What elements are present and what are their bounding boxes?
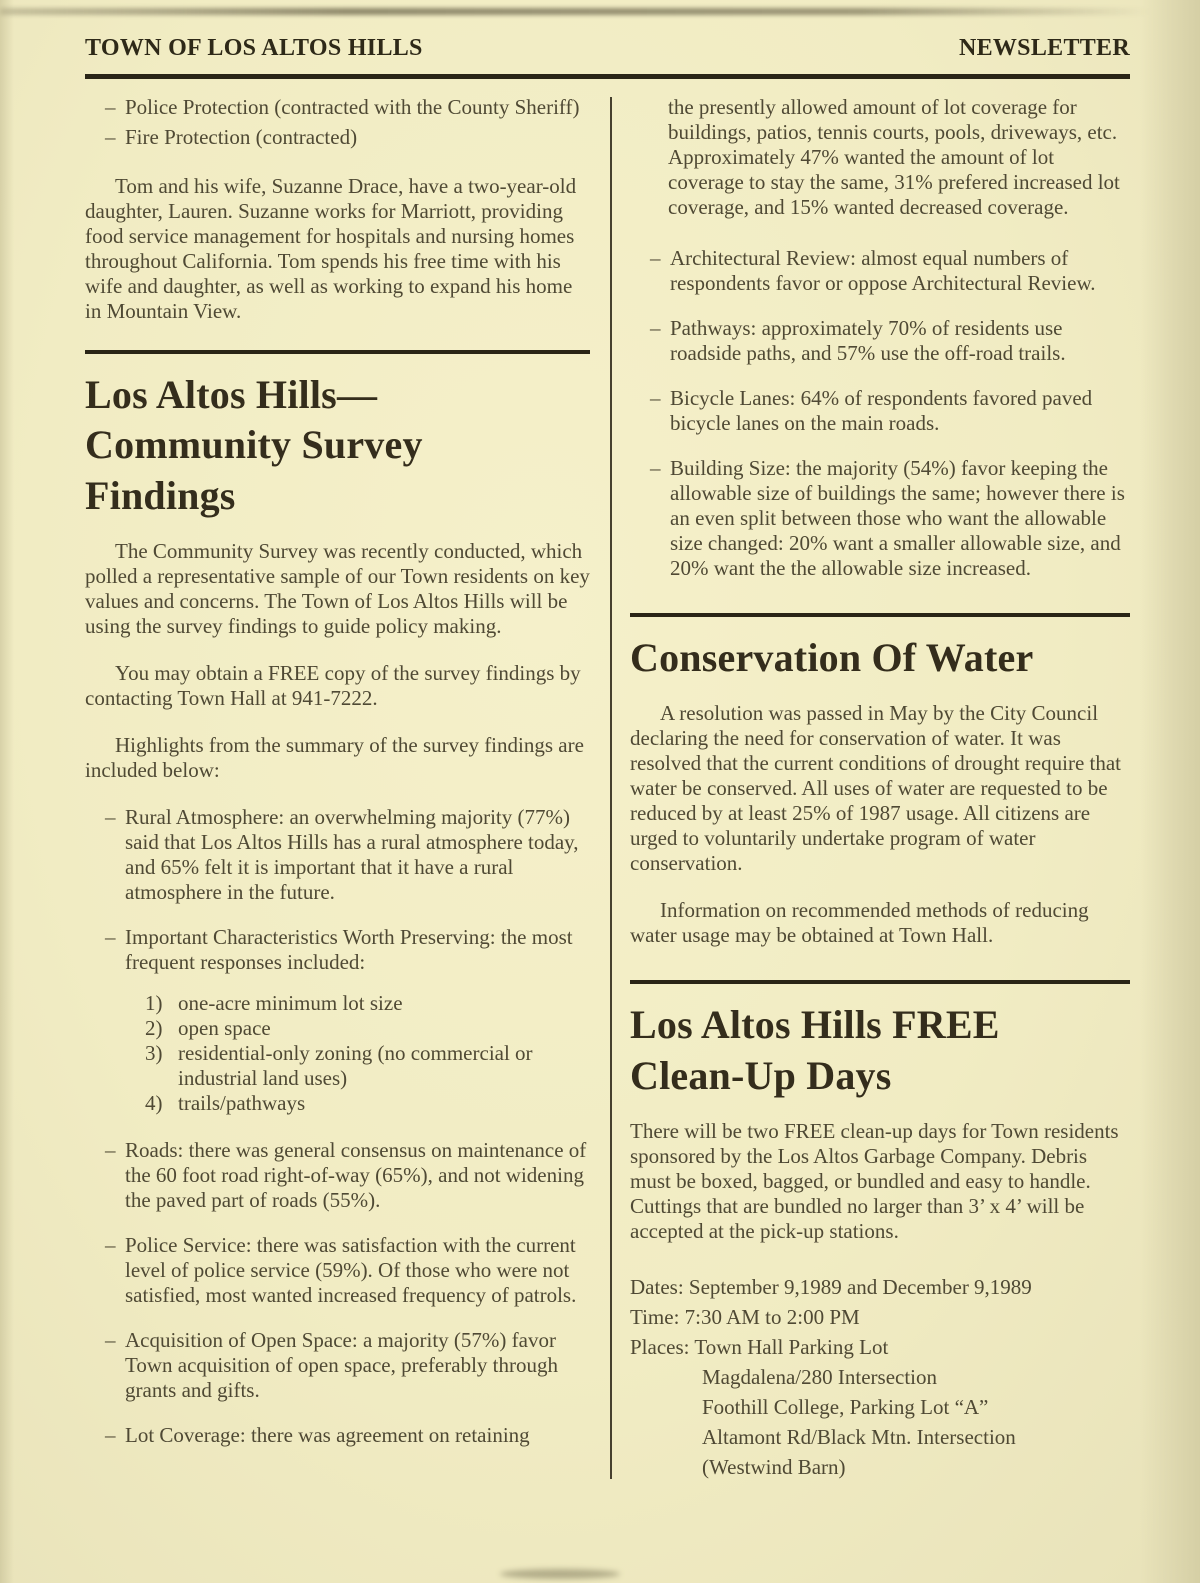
bullet-lot-coverage xyxy=(85,1423,590,1448)
bullet-text: Pathways: approximately 70% of residents use roadside paths, and 57% use the off-road trails. xyxy=(670,316,1066,365)
heading-line: Community Survey xyxy=(85,422,423,468)
bullet-text: Important Characteristics Worth Preserving: the most frequent responses included: xyxy=(125,925,573,975)
cleanup-details xyxy=(630,1272,1130,1482)
bullet-dash: – xyxy=(650,456,661,480)
item-number: 1) xyxy=(145,991,163,1016)
heading-line: Los Altos Hills— xyxy=(85,372,378,417)
bullet-police-protection xyxy=(85,95,590,120)
detail-dates xyxy=(630,1272,1130,1302)
masthead-newsletter-label: NEWSLETTER xyxy=(958,35,1130,61)
preserving-numbered-list xyxy=(145,991,590,1116)
item-text: one-acre minimum lot size xyxy=(178,991,403,1016)
time-label: Time: xyxy=(630,1305,680,1330)
bullet-roads xyxy=(85,1138,590,1213)
scan-artifact-left-edge xyxy=(0,0,14,1583)
place-item: Magdalena/280 Intersection xyxy=(702,1365,937,1390)
numbered-item xyxy=(145,1041,590,1091)
paragraph-tom-family: Tom and his wife, Suzanne Drace, have a two-year-old daughter, Lauren. Suzanne works for Marriott, providing food service management for hospitals and nursing homes throughout California. Tom spends his free time with his wife and daughter, as well as working to expand his home in Mountain View. xyxy=(85,174,577,323)
scan-artifact-top xyxy=(0,8,1150,15)
continuation-text-1: the presently allowed amount of lot coverage for buildings, patios, tennis courts, pools, driveways, etc. xyxy=(668,95,1118,144)
bullet-text: Fire Protection (contracted) xyxy=(125,125,358,149)
item-number: 3) xyxy=(145,1041,163,1066)
place-item: Foothill College, Parking Lot “A” xyxy=(702,1395,989,1420)
place-item: Town Hall Parking Lot xyxy=(694,1335,889,1360)
bullet-text: Architectural Review: almost equal numbers of respondents favor or oppose Architectural Review. xyxy=(670,246,1096,295)
item-text: trails/pathways xyxy=(178,1091,306,1116)
paragraph-water-resolution: A resolution was passed in May by the City Council declaring the need for conservation of water. It was resolved that the current conditions of drought require that water be conserved. All uses of water are requested to be reduced by at least 25% of 1987 usage. All citizens are urged to voluntarily undertake program of water conservation. xyxy=(630,701,1122,876)
bullet-bicycle-lanes xyxy=(630,386,1130,436)
bullet-open-space xyxy=(85,1328,590,1403)
bullet-dash: – xyxy=(105,1423,116,1448)
item-text: residential-only zoning (no commercial or industrial land uses) xyxy=(178,1041,533,1091)
paragraph-water-info: Information on recommended methods of reducing water usage may be obtained at Town Hall. xyxy=(630,898,1089,948)
heading-line: Los Altos Hills FREE xyxy=(630,1002,1000,1048)
bullet-dash: – xyxy=(105,1328,116,1353)
heading-line: Clean-Up Days xyxy=(630,1052,892,1098)
cleanup-days-heading xyxy=(630,1000,1130,1101)
bullet-text: Police Protection (contracted with the County Sheriff) xyxy=(125,95,580,119)
two-column-layout xyxy=(85,95,1130,1482)
bullet-text: Acquisition of Open Space: a majority (57%) favor Town acquisition of open space, preferably through grants and gifts. xyxy=(125,1328,558,1403)
bullet-important-characteristics xyxy=(85,925,590,975)
numbered-item xyxy=(145,1016,590,1041)
bullet-rural-atmosphere xyxy=(85,805,590,905)
bullet-text: Building Size: the majority (54%) favor keeping the allowable size of buildings the same; however there is an even split between those who want the allowable size changed: 20% want a smaller allowable size, and 20% want the the allowable size increased. xyxy=(670,456,1125,580)
heading-line: Findings xyxy=(85,472,236,518)
place-item: (Westwind Barn) xyxy=(702,1455,846,1480)
masthead-rule xyxy=(85,74,1130,79)
numbered-item xyxy=(145,991,590,1016)
continuation-text-2: Approximately 47% wanted the amount of lot coverage to stay the same, 31% prefered increased lot coverage, and 15% wanted decreased coverage. xyxy=(668,145,1120,219)
detail-time xyxy=(630,1302,1130,1332)
bullet-police-service xyxy=(85,1233,590,1308)
detail-places xyxy=(630,1332,1130,1362)
time-value: 7:30 AM to 2:00 PM xyxy=(684,1305,860,1330)
scan-artifact-right-edge xyxy=(1140,0,1200,1583)
bullet-fire-protection xyxy=(85,125,590,150)
bullet-dash: – xyxy=(105,1233,116,1258)
section-rule xyxy=(630,613,1130,617)
item-text: open space xyxy=(178,1016,271,1041)
bullet-dash: – xyxy=(105,1138,116,1163)
bullet-dash: – xyxy=(650,316,661,340)
survey-findings-heading xyxy=(85,370,590,521)
bullet-dash: – xyxy=(105,125,116,149)
bullet-dash: – xyxy=(650,246,661,270)
bullet-text: Bicycle Lanes: 64% of respondents favored paved bicycle lanes on the main roads. xyxy=(670,386,1093,435)
section-rule xyxy=(630,980,1130,984)
bullet-dash: – xyxy=(105,95,116,119)
bullet-dash: – xyxy=(650,386,661,410)
paragraph-free-copy: You may obtain a FREE copy of the survey findings by contacting Town Hall at 941-7222. xyxy=(85,661,581,711)
item-number: 2) xyxy=(145,1016,163,1041)
bullet-dash: – xyxy=(105,925,116,950)
dates-label: Dates: xyxy=(630,1275,684,1300)
bullet-text: Rural Atmosphere: an overwhelming majority (77%) said that Los Altos Hills has a rural atmosphere today, and 65% felt it is important that it have a rural atmosphere in the future. xyxy=(125,805,579,905)
bullet-architectural-review xyxy=(630,246,1130,296)
lot-coverage-continuation xyxy=(630,95,1130,220)
masthead xyxy=(85,36,1130,60)
bullet-dash: – xyxy=(105,805,116,830)
masthead-town-title: TOWN OF LOS ALTOS HILLS xyxy=(85,35,423,61)
places-label: Places: xyxy=(630,1335,690,1360)
services-bullet-list xyxy=(85,95,590,150)
scan-artifact-smudge xyxy=(500,1569,620,1579)
bullet-text: Lot Coverage: there was agreement on retaining xyxy=(125,1423,530,1448)
left-column xyxy=(85,95,590,1482)
paragraph-cleanup-intro: There will be two FREE clean-up days for Town residents sponsored by the Los Altos Garbage Company. Debris must be boxed, bagged, or bundled and easy to handle. Cuttings that are bundled no larger than 3’ x 4’ will be accepted at the pick-up stations. xyxy=(630,1119,1119,1244)
paragraph-highlights-intro: Highlights from the summary of the survey findings are included below: xyxy=(85,733,584,783)
bullet-building-size xyxy=(630,456,1130,581)
water-conservation-heading: Conservation Of Water xyxy=(630,635,1034,680)
bullet-pathways xyxy=(630,316,1130,366)
column-divider xyxy=(610,97,612,1479)
item-number: 4) xyxy=(145,1091,163,1116)
section-rule xyxy=(85,350,590,354)
paragraph-survey-intro: The Community Survey was recently conducted, which polled a representative sample of our Town residents on key values and concerns. The Town of Los Altos Hills will be using the survey findings to guide policy making. xyxy=(85,539,590,639)
bullet-text: Police Service: there was satisfaction with the current level of police service (59%). Of those who were not satisfied, most wanted increased frequency of patrols. xyxy=(125,1233,577,1308)
right-column xyxy=(630,95,1130,1482)
place-item: Altamont Rd/Black Mtn. Intersection xyxy=(702,1425,1016,1450)
dates-value: September 9,1989 and December 9,1989 xyxy=(688,1275,1032,1300)
numbered-item xyxy=(145,1091,590,1116)
bullet-text: Roads: there was general consensus on maintenance of the 60 foot road right-of-way (65%), and not widening the paved part of roads (55%). xyxy=(125,1138,587,1213)
